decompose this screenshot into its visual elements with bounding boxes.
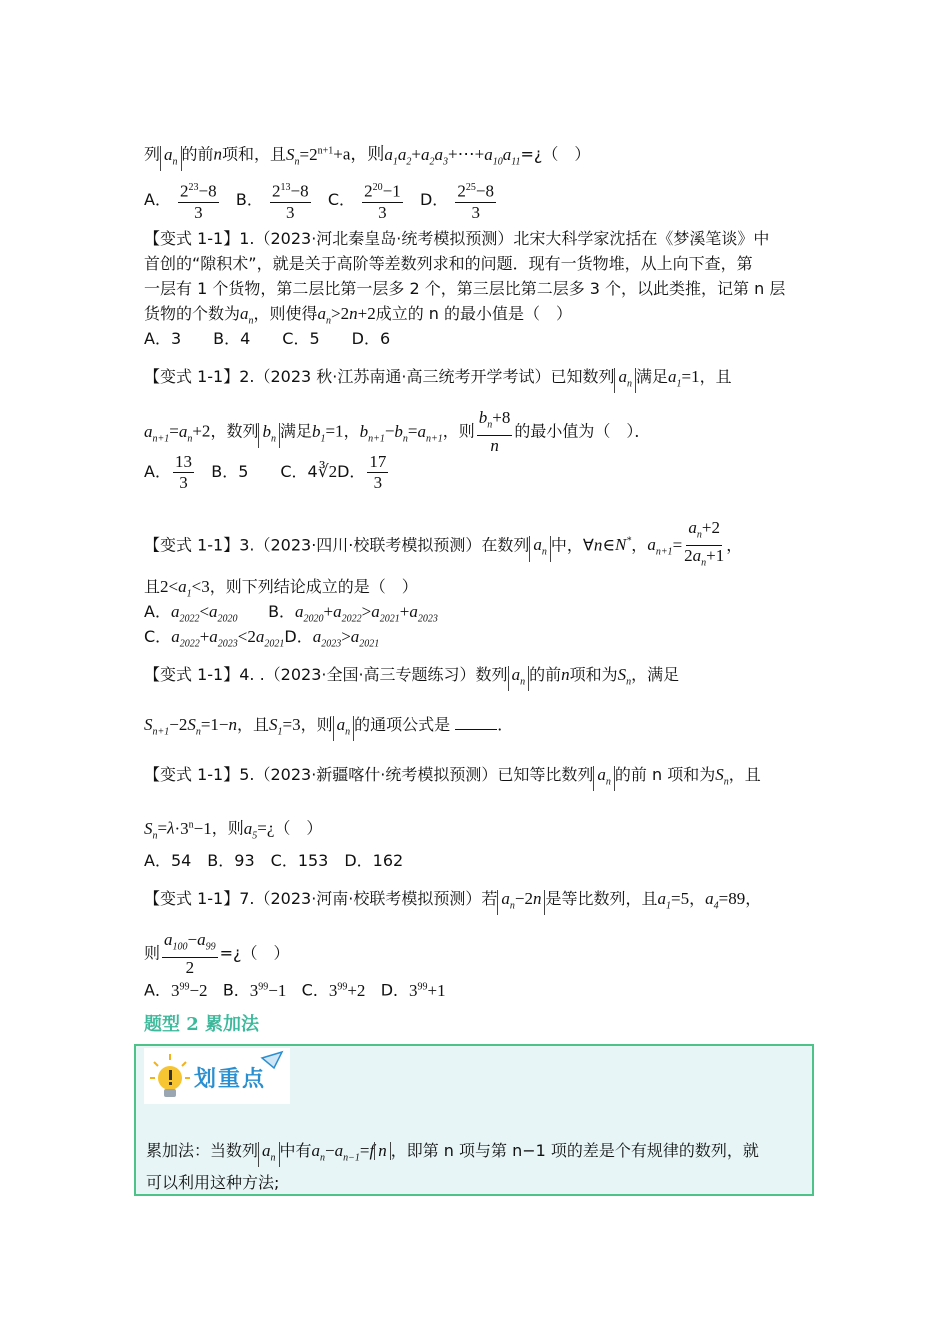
variant-3-line-1: 【变式 1-1】3.（2023·四川·校联考模拟预测）在数列 $a_n$ 中，∀n∈N*，$a_{n+1}=$ $\frac{a_n+2}{2a_n+1}$ ，	[144, 518, 743, 569]
variant-2-line-1: 【变式 1-1】2.（2023 秋·江苏南通·高三统考开学考试）已知数列 $a_n$ 满足$a_1=1$，且	[144, 366, 732, 395]
variant-4-line-2: $S_{n+1}-2S_n=1-n$，且$S_1=3$，则 $a_n$ 的通项公式是 ．	[144, 714, 513, 743]
variant-5-line-1: 【变式 1-1】5.（2023·新疆喀什·统考模拟预测）已知等比数列 $a_n$ 的前 n 项和为$S_n$，且	[144, 764, 761, 793]
problem-line-1: 列 $a_n$ 的前n项和，且$S_n=2^{n+1}+a$，则$a_1a_2+a_2a_3+\cdots+a_{10}a_{11}=¿$（ ）	[144, 140, 590, 173]
variant-7-line-2: 则 $\frac{a_{100}-a_{99}}{2}$ =¿（ ）	[144, 930, 290, 978]
variant-1-line-3: 一层有 1 个货物，第二层比第一层多 2 个，第三层比第二层多 3 个，以此类推，记第 n 层	[144, 279, 786, 298]
variant-5-line-2: $S_n=\lambda\cdot 3^n-1$，则$a_5=¿$（ ）	[144, 818, 323, 842]
key-point-badge: 划重点	[144, 1048, 290, 1104]
variant-7-options: A．$3^{99}-2$ B．$3^{99}-1$ C．$3^{99}+2$ D．$3^{99}+1$	[144, 980, 446, 1000]
variant-1-line-4: 货物的个数为$a_n$，则使得$a_n>2n+2$成立的 n 的最小值是（ ）	[144, 304, 573, 327]
section-heading: 题型 2 累加法	[144, 1014, 260, 1035]
variant-1-line-2: 首创的“隙积术”，就是关于高阶等差数列求和的问题．现有一货物堆，从上向下查，第	[144, 254, 753, 273]
variant-2-line-2: $a_{n+1}=a_n+2$，数列 $b_n$ 满足$b_1=1$，$b_{n+1}-b_n=a_{n+1}$，则 $\frac{b_n+8}{n}$ 的最小值为（ ）．	[144, 408, 651, 456]
variant-4-line-1: 【变式 1-1】4. .（2023·全国·高三专题练习）数列 $a_n$ 的前n项和为$S_n$，满足	[144, 664, 679, 693]
variant-3-options-cd: C．$a_{2022}+a_{2023}<2a_{2021}D$．$a_{2023}>a_{2021}$	[144, 627, 380, 650]
key-point-box	[134, 1044, 814, 1196]
variant-3-options-ab: A．$a_{2022}<a_{2020}$ B．$a_{2020}+a_{2022}>a_{2021}+a_{2023}$	[144, 602, 438, 625]
answer-blank[interactable]	[455, 715, 497, 730]
variant-2-options: A． $\frac{13}{3}$ B．5 C．4∛2D． $\frac{17}{3}$	[144, 452, 387, 492]
key-point-line-1: 累加法：当数列 $a_n$ 中有$a_n-a_{n-1}=f$ n ，即第 n 项与第 n−1 项的差是个有规律的数列，就	[146, 1138, 759, 1167]
variant-1-options: A．3 B．4 C．5 D．6	[144, 329, 391, 348]
variant-5-options: A．54 B．93 C．153 D．162	[144, 851, 404, 870]
key-point-line-2: 可以利用这种方法;	[146, 1173, 280, 1192]
problem-options-1: A． $\frac{2^{23}-8}{3}$ B． $\frac{2^{13}-8}{3}$ C． $\frac{2^{20}-1}{3}$ D． $\frac{2^{25}-8}{3}$	[144, 178, 498, 223]
variant-7-line-1: 【变式 1-1】7.（2023·河南·校联考模拟预测）若 $a_n-2n$ 是等比数列，且$a_1=5$，$a_4=89$，	[144, 888, 761, 917]
variant-1-line-1: 【变式 1-1】1.（2023·河北秦皇岛·统考模拟预测）北宋大科学家沈括在《梦溪笔谈》中	[144, 229, 770, 248]
variant-3-line-2: 且$2<a_1<3$，则下列结论成立的是（ ）	[144, 577, 418, 600]
